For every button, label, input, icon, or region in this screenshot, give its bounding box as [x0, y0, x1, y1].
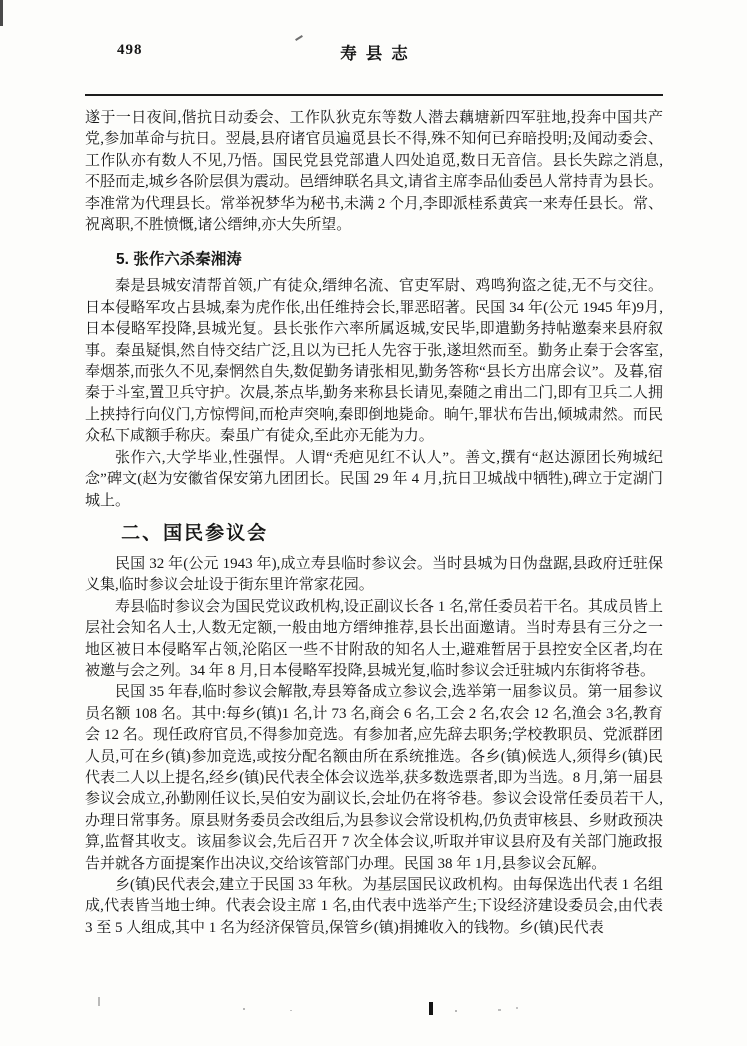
scan-speck: [455, 1010, 457, 1012]
scan-speck: [243, 1008, 245, 1010]
page-header: [85, 40, 663, 67]
scan-footer-faint-mark: [98, 997, 100, 1006]
paragraph-zhang: 张作六,大学毕业,性强悍。人谓“秃疤见红不认人”。善文,撰有“赵达源团长殉城纪念”碑文(赵为安徽省保安第九团团长。民国 29 年 4 月,抗日卫城战中牺牲),碑立于定湖门城上。: [85, 449, 663, 509]
page-content: [85, 40, 663, 939]
paragraph-continuation: 遂于一日夜间,偕抗日动委会、工作队狄克东等数人潜去藕塘新四军驻地,投奔中国共产党,参加革命与抗日。翌晨,县府诸官员遍觅县长不得,殊不知何已弃暗投明;及闻动委会、工作队亦有数人不见,乃悟。国民党县党部遣人四处追觅,数日无音信。县长失踪之消息,不胫而走,城乡各阶层俱为震动。邑缙绅联名具文,请省主席李品仙委邑人常持青为县长。李准常为代理县长。常举祝梦华为秘书,未满 2 个月,李即派桂系黄宾一来寿任县长。常、祝离职,不胜愤慨,诸公缙绅,亦大失所望。: [85, 110, 663, 234]
scan-speck: [290, 1010, 292, 1011]
subsection-heading-zhang-kills-qin: 5. 张作六杀秦湘涛: [116, 251, 242, 269]
section-heading-national-council: 二、国民参议会: [121, 522, 269, 544]
header-rule: [85, 94, 663, 96]
scan-footer-bar-mark: [429, 1002, 433, 1015]
paragraph-qin: 秦是县城安清帮首领,广有徒众,缙绅名流、官吏军尉、鸡鸣狗盗之徒,无不与交往。日本侵略军攻占县城,秦为虎作伥,出任维持会长,罪恶昭著。民国 34 年(公元 1945 年)9月,日本侵略军投降,县城光复。县长张作六率所属返城,安民毕,即遣勤务持帖邀秦来县府叙事。秦虽疑惧,然自恃交结广泛,且以为已托人先容于张,遂坦然而至。勤务止秦于会客室,奉烟茶,而张久不见,秦惘然自失,数促勤务请张相见,勤务答称“县长方出席会议”。及暮,宿秦于斗室,置卫兵守护。次晨,茶点毕,勤务来称县长请见,秦随之甫出二门,即有卫兵二人拥上挟持行向仪门,方惊愕间,而枪声突响,秦即倒地毙命。晌午,罪状布告出,倾城肃然。而民众私下咸额手称庆。秦虽广有徒众,至此亦无能为力。: [85, 278, 663, 445]
scan-speck: [516, 1007, 518, 1009]
paragraph-township-representatives: 乡(镇)民代表会,建立于民国 33 年秋。为基层国民议政机构。由每保选出代表 1 名组成,代表皆当地士绅。代表会设主席 1 名,由代表中选举产生;下设经济建设委员会,由代表 3 至 5 人组成,其中 1 名为经济保管员,保管乡(镇)捐摊收入的钱物。乡(镇)民代表: [85, 877, 663, 936]
page-number: 498: [117, 42, 143, 58]
scan-speck: [498, 1009, 501, 1011]
body-text: [85, 108, 663, 939]
paragraph-minguo35: 民国 35 年春,临时参议会解散,寿县筹备成立参议会,选举第一届参议员。第一届参议员名额 108 名。其中:每乡(镇)1 名,计 73 名,商会 6 名,工会 2 名,农会 12 名,渔会 3名,教育会 12 名。现任政府官员,不得参加竞选。有参加者,应先辞去职务;学校教职员、党派群团人员,可在乡(镇)参加竞选,或按分配名额由所在系统推选。各乡(镇)候选人,须得乡(镇)民代表二人以上提名,经乡(镇)民代表全体会议选举,获多数选票者,即为当选。8 月,第一届县参议会成立,孙勤刚任议长,吴伯安为副议长,会址仍在将爷巷。参议会设常任委员若干人,办理日常事务。原县财务委员会改组后,为县参议会常设机构,仍负责审核县、乡财政预决算,监督其收支。该届参议会,先后召开 7 次全体会议,听取并审议县府及有关部门施政报告并就各方面提案作出决议,交给该管部门办理。民国 38 年 1月,县参议会瓦解。: [85, 684, 663, 872]
paragraph-provisional-council: 寿县临时参议会为国民党议政机构,设正副议长各 1 名,常任委员若干名。其成员皆上层社会知名人士,人数无定额,一般由地方缙绅推荐,县长出面邀请。当时寿县有三分之一地区被日本侵略军占领,沦陷区一些不甘附敌的知名人士,避难暂居于县控安全区者,均在被邀与会之列。34 年 8 月,日本侵略军投降,县城光复,临时参议会迁驻城内东街将爷巷。: [85, 598, 663, 679]
scan-edge-artifact: [0, 0, 3, 26]
paragraph-minguo32: 民国 32 年(公元 1943 年),成立寿县临时参议会。当时县城为日伪盘踞,县政府迁驻保义集,临时参议会址设于街东里许常家花园。: [85, 555, 663, 594]
book-title: 寿县志: [340, 45, 417, 63]
